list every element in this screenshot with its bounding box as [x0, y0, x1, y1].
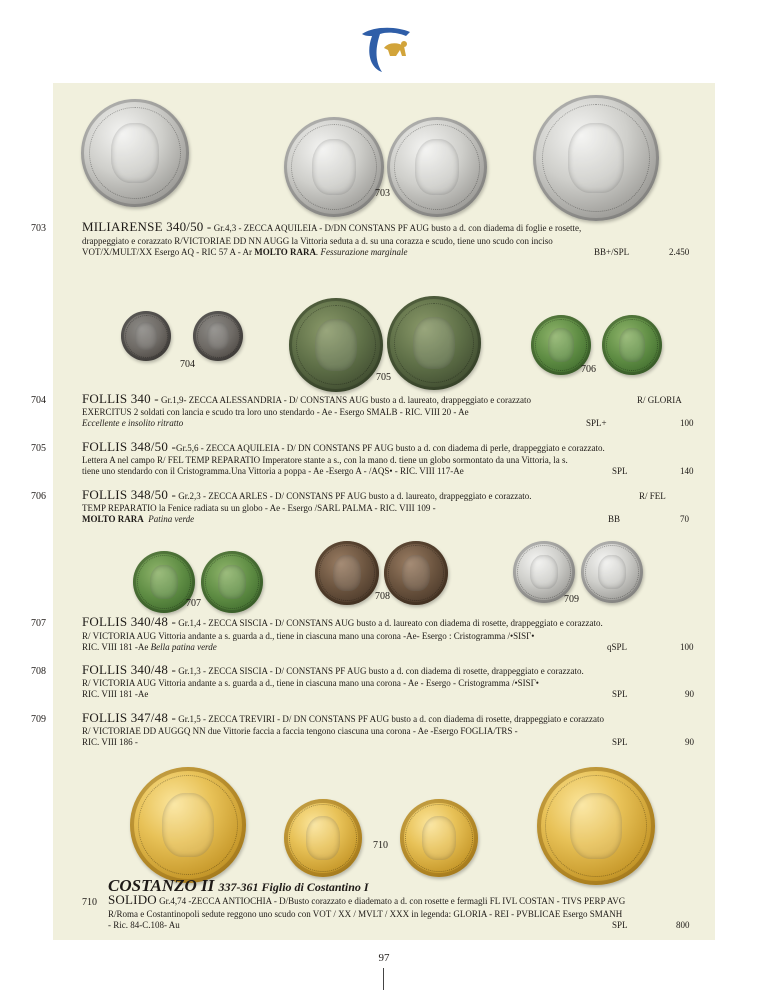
lot-710-line-2: R/Roma e Costantinopoli sedute reggono uno scudo con VOT / XX / MVLT / XXX in legenda: GLORIA - REI - PVBLICAE Esergo SMANH	[108, 909, 623, 919]
coin-706-reverse	[602, 315, 662, 375]
lot-number: 708	[31, 666, 46, 677]
lot-704-heading	[82, 393, 531, 406]
grade: SPL+	[586, 418, 607, 428]
coin-710-reverse-small	[400, 799, 478, 877]
lot-title: FOLLIS 340 -	[82, 391, 159, 406]
lot-number: 706	[31, 491, 46, 502]
plate-label-709: 709	[564, 594, 579, 605]
lot-ref: VOT/X/MULT/XX Esergo AQ - RIC 57 A - Ar	[82, 247, 255, 257]
note: Patina verde	[148, 514, 195, 524]
price: 2.450	[669, 247, 690, 257]
lot-description: Gr.5,6 - ZECCA AQUILEIA - D/ DN CONSTANS PF AUG busto a d. con diadema di perle, drappeggiato e corazzato.	[176, 443, 605, 453]
coin-703-reverse	[533, 95, 659, 221]
lot-708-line-3: RIC. VIII 181 -Ae	[82, 689, 149, 699]
lot-703-heading	[82, 221, 581, 234]
grade: SPL	[612, 920, 628, 930]
price: 100	[680, 642, 694, 652]
price: 70	[680, 514, 689, 524]
lot-704-line-2: EXERCITUS 2 soldati con lancia e scudo tra loro uno stendardo - Ae - Esergo SMALB - RIC. VIII 20 - Ae	[82, 407, 469, 417]
lot-708-line-2: R/ VICTORIA AUG Vittoria andante a s. guarda a d., tiene in ciascuna mano una corona - Ae - Esergo - Cristogramma /•SISΓ•	[82, 678, 539, 688]
coin-703-obverse	[81, 99, 189, 207]
lot-707-heading	[82, 616, 603, 629]
lot-705-line-3: tiene uno stendardo con il Cristogramma.Una Vittoria a poppa - Ae -Esergo A - /AQS• - RIC. VIII 117-Ae	[82, 466, 464, 476]
plate-label-703: 703	[375, 188, 390, 199]
lot-title: FOLLIS 340/48 -	[82, 662, 176, 677]
rarity: MOLTO RARA	[254, 247, 317, 257]
price: 90	[685, 689, 694, 699]
lot-description: Gr.2,3 - ZECCA ARLES - D/ CONSTANS PF AUG busto a d. laureato, drappeggiato e corazzato.	[176, 491, 532, 501]
coin-707-reverse	[201, 551, 263, 613]
lot-704-reverse-start: R/ GLORIA	[637, 395, 682, 405]
emperor-dates: 337-361 Figlio di Costantino I	[218, 880, 369, 894]
lot-708-heading	[82, 664, 584, 677]
plate-label-706: 706	[581, 364, 596, 375]
coin-704-reverse	[193, 311, 243, 361]
lot-709-heading	[82, 712, 604, 725]
lot-number: 707	[31, 618, 46, 629]
plate-label-704: 704	[180, 359, 195, 370]
lot-704-note: Eccellente e insolito ritratto	[82, 418, 184, 428]
lot-number: 710	[82, 897, 97, 908]
plate-label-705: 705	[376, 372, 391, 383]
coin-710-obverse-small	[284, 799, 362, 877]
coin-710-reverse	[537, 767, 655, 885]
page-number: 97	[378, 952, 390, 964]
grade: BB	[608, 514, 621, 524]
lot-ref: RIC. VIII 181 -Ae	[82, 642, 151, 652]
lot-number: 703	[31, 223, 46, 234]
note: Bella patina verde	[150, 642, 217, 652]
price: 90	[685, 737, 694, 747]
catalogue-panel	[31, 83, 715, 940]
lot-709-line-2: R/ VICTORIAE DD AUGGQ NN due Vittorie faccia a faccia tengono ciascuna una corona - Ae -Esergo FOGLIA/TRS -	[82, 726, 518, 736]
lot-706-heading	[82, 489, 531, 502]
footer-rule	[383, 968, 384, 990]
lot-description: Gr.1,3 - ZECCA SISCIA - D/ CONSTANS PF AUG busto a d. con diadema di rosette, drappeggiato e corazzato.	[176, 666, 584, 676]
coin-705-obverse	[289, 298, 383, 392]
lot-description: Gr.4,3 - ZECCA AQUILEIA - D/DN CONSTANS PF AUG busto a d. con diadema di foglie e rosette,	[211, 223, 582, 233]
plate-label-710: 710	[373, 840, 388, 851]
grade: BB+/SPL	[594, 247, 630, 257]
lot-title: MILIARENSE 340/50 -	[82, 219, 212, 234]
grade: qSPL	[607, 642, 628, 652]
lot-705-line-2: Lettera A nel campo R/ FEL TEMP REPARATIO Imperatore stante a s., con la mano d. tiene un globo sormontato da una Vittoria, la s.	[82, 455, 568, 465]
logo-icon	[356, 22, 414, 76]
emperor-name: COSTANZO II	[108, 876, 219, 895]
lot-710-heading	[108, 894, 625, 907]
coin-709-reverse	[581, 541, 643, 603]
grade: SPL	[612, 689, 628, 699]
plate-label-708: 708	[375, 591, 390, 602]
lot-709-line-3: RIC. VIII 186 -	[82, 737, 138, 747]
lot-description: Gr.1,4 - ZECCA SISCIA - D/ CONSTANS AUG busto a d. laureato con diadema di rosette, drappeggiato e corazzato.	[176, 618, 603, 628]
coin-704-obverse	[121, 311, 171, 361]
lot-703-line-3	[82, 247, 407, 258]
coin-708-reverse	[384, 541, 448, 605]
lot-description: Gr.1,9- ZECCA ALESSANDRIA - D/ CONSTANS AUG busto a d. laureato, drappeggiato e corazzato	[158, 395, 532, 405]
lot-703-line-2: drappeggiato e corazzato R/VICTORIAE DD NN AUGG la Vittoria seduta a d. su una corazza e scudo, tiene uno scudo con inciso	[82, 236, 553, 246]
rarity: MOLTO RARA	[82, 514, 144, 524]
lot-description: Gr.4,74 -ZECCA ANTIOCHIA - D/Busto corazzato e diademato a d. con rosette e fermagli FL IVL COSTAN - TIVS PERP AVG	[156, 896, 626, 906]
lot-705-heading	[82, 441, 605, 454]
coin-708-obverse	[315, 541, 379, 605]
lot-title: FOLLIS 348/50 -	[82, 439, 176, 454]
coin-710-obverse	[130, 767, 246, 883]
lot-710-line-3: - Ric. 84-C.108- Au	[108, 920, 180, 930]
lot-707-line-3	[82, 642, 217, 653]
coin-703-reverse-small	[387, 117, 487, 217]
lot-number: 709	[31, 714, 46, 725]
grade: SPL	[612, 466, 628, 476]
lot-707-line-2: R/ VICTORIA AUG Vittoria andante a s. guarda a d., tiene in ciascuna mano una corona -Ae- Esergo : Cristogramma /•SISΓ•	[82, 631, 535, 641]
lot-title: SOLIDO	[108, 892, 157, 907]
lot-number: 704	[31, 395, 46, 406]
lot-706-reverse-start: R/ FEL	[639, 491, 666, 501]
lot-title: FOLLIS 348/50 -	[82, 487, 176, 502]
lot-description: Gr.1,5 - ZECCA TREVIRI - D/ DN CONSTANS PF AUG busto a d. con diadema di rosette, drappeggiato e corazzato	[176, 714, 605, 724]
price: 100	[680, 418, 694, 428]
coin-703-obverse-small	[284, 117, 384, 217]
lot-706-line-2: TEMP REPARATIO la Fenice radiata su un globo - Ae - Esergo /SARL PALMA - RIC. VIII 109 -	[82, 503, 436, 513]
grade: SPL	[612, 737, 628, 747]
price: 140	[680, 466, 694, 476]
lot-title: FOLLIS 347/48 -	[82, 710, 176, 725]
price: 800	[676, 920, 690, 930]
lot-number: 705	[31, 443, 46, 454]
plate-label-707: 707	[186, 598, 201, 609]
note: . Fessurazione marginale	[316, 247, 408, 257]
coin-705-reverse	[387, 296, 481, 390]
lot-title: FOLLIS 340/48 -	[82, 614, 176, 629]
lot-706-line-3	[82, 514, 194, 525]
